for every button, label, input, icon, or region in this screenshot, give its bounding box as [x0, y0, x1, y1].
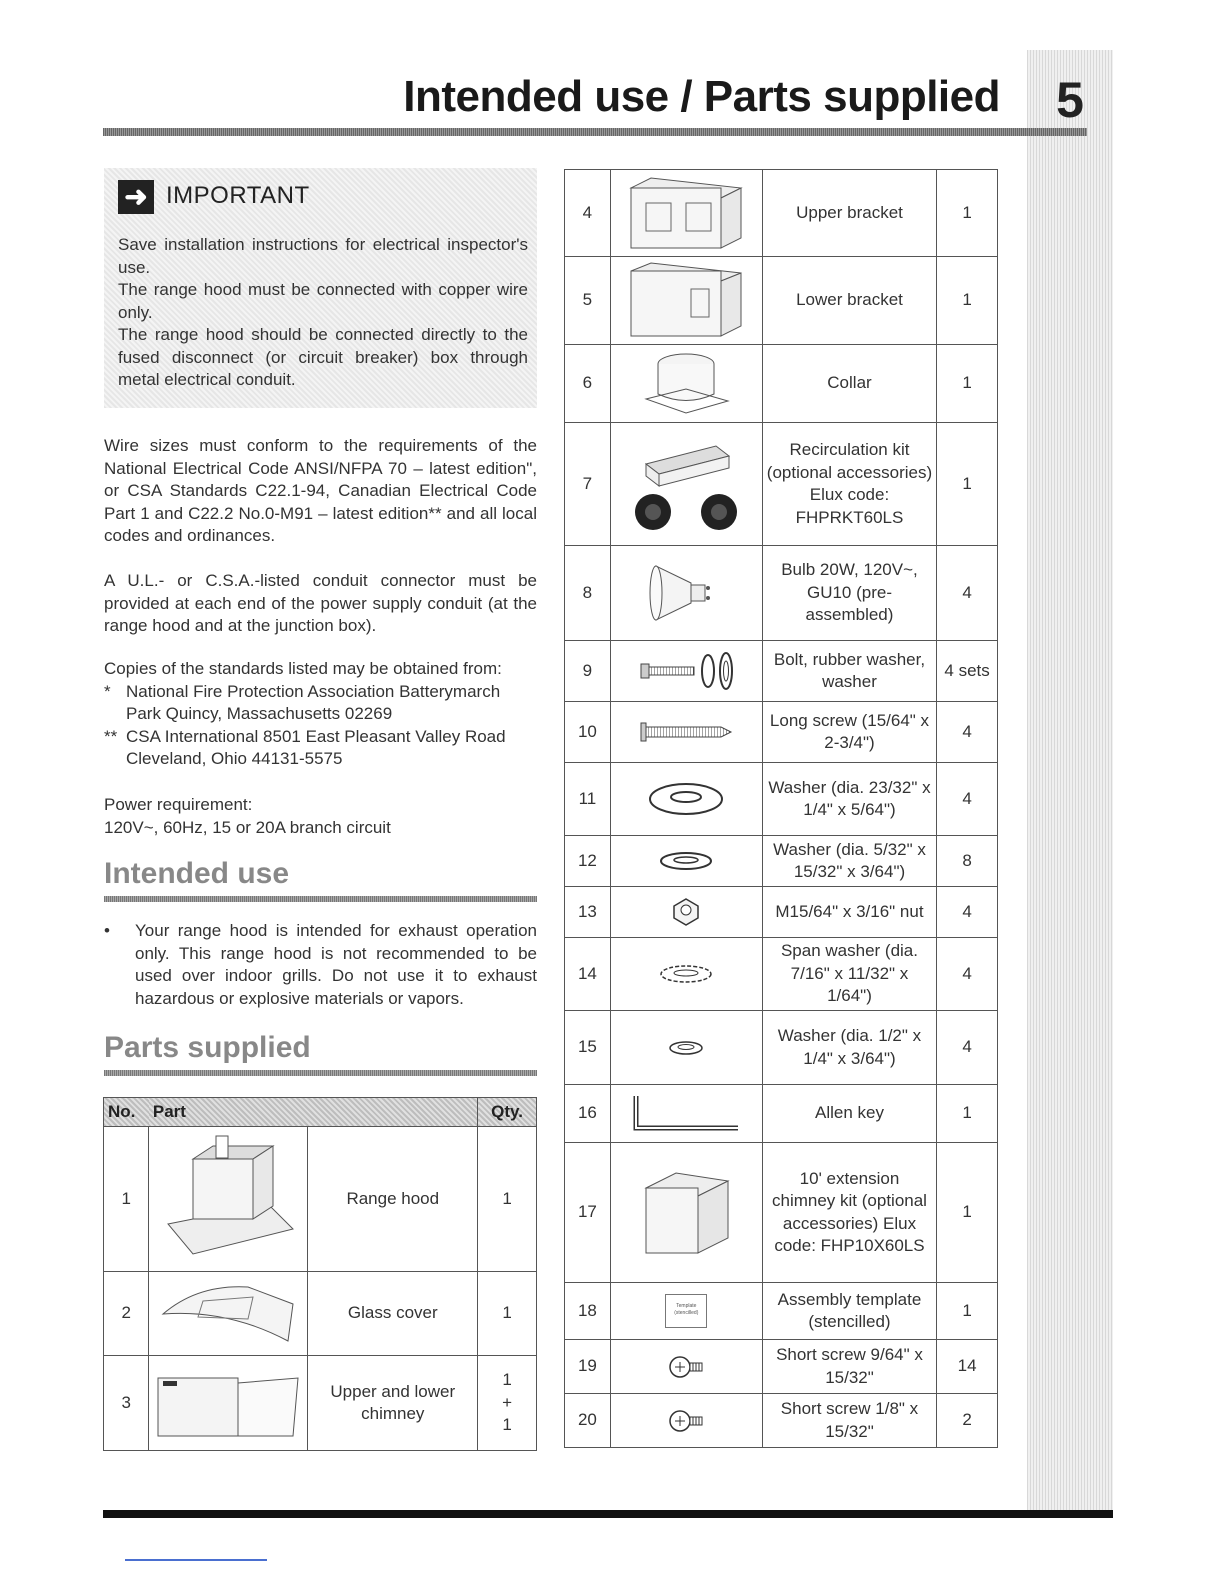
parts-table-right	[564, 169, 998, 1448]
table-row	[565, 938, 998, 1011]
part-number: 7	[565, 423, 611, 546]
part-qty: 1	[478, 1127, 537, 1272]
important-line: Save installation instructions for electrical inspector's use.	[118, 235, 528, 277]
extension-chimney-illustration	[610, 1143, 762, 1283]
recirculation-kit-illustration	[610, 423, 762, 546]
part-name: Upper and lower chimney	[308, 1356, 478, 1451]
washer-small-illustration	[610, 1011, 762, 1085]
part-name: Lower bracket	[762, 257, 936, 345]
parts-table-left	[103, 1097, 537, 1451]
table-row	[565, 1085, 998, 1143]
part-name: Span washer (dia. 7/16" x 11/32" x 1/64")	[762, 938, 936, 1011]
header-qty: Qty.	[478, 1098, 537, 1127]
bullet-text: Your range hood is intended for exhaust operation only. This range hood is not recommended to be used over indoor grills. Do not use it to exhaust hazardous or explosive materials or vapors.	[135, 921, 537, 1008]
short-screw-illustration	[610, 1394, 762, 1448]
part-qty: 4	[937, 546, 998, 641]
table-row	[565, 641, 998, 702]
table-row	[565, 1143, 998, 1283]
part-qty: 14	[937, 1340, 998, 1394]
standards-sources	[104, 658, 537, 771]
table-row	[104, 1272, 537, 1356]
header-part: Part	[149, 1098, 478, 1127]
part-name: Glass cover	[308, 1272, 478, 1356]
important-title: IMPORTANT	[166, 182, 310, 209]
part-number: 11	[565, 763, 611, 836]
part-number: 3	[104, 1356, 149, 1451]
part-number: 15	[565, 1011, 611, 1085]
power-requirement	[104, 794, 537, 839]
source-text: CSA International 8501 East Pleasant Valley Road Cleveland, Ohio 44131-5575	[126, 726, 506, 768]
copies-intro: Copies of the standards listed may be obtained from:	[104, 659, 502, 678]
part-qty: 4	[937, 702, 998, 763]
part-name: Bulb 20W, 120V~, GU10 (pre-assembled)	[762, 546, 936, 641]
important-notice	[104, 168, 537, 408]
range-hood-illustration	[149, 1127, 308, 1272]
power-value: 120V~, 60Hz, 15 or 20A branch circuit	[104, 817, 391, 837]
table-row	[565, 345, 998, 423]
footnote-mark: *	[104, 681, 111, 701]
section-rule	[104, 1070, 537, 1076]
part-name: Recirculation kit (optional accessories) Elux code: FHPRKT60LS	[762, 423, 936, 546]
page-number: 5	[1056, 72, 1084, 128]
glass-cover-illustration	[149, 1272, 308, 1356]
part-name: Allen key	[762, 1085, 936, 1143]
bulb-illustration	[610, 546, 762, 641]
assembly-template-illustration	[610, 1283, 762, 1340]
table-row	[565, 836, 998, 887]
source-text: National Fire Protection Association Batterymarch Park Quincy, Massachusetts 02269	[126, 681, 501, 723]
part-qty: 1 + 1	[478, 1356, 537, 1451]
power-label: Power requirement:	[104, 795, 253, 814]
part-qty: 1	[937, 1283, 998, 1340]
table-row	[565, 546, 998, 641]
part-name: Short screw 1/8" x 15/32"	[762, 1394, 936, 1448]
important-text	[118, 234, 528, 392]
collar-illustration	[610, 345, 762, 423]
table-row	[565, 887, 998, 938]
part-qty: 4 sets	[937, 641, 998, 702]
part-number: 17	[565, 1143, 611, 1283]
part-qty: 4	[937, 938, 998, 1011]
part-name: Short screw 9/64" x 15/32"	[762, 1340, 936, 1394]
part-number: 12	[565, 836, 611, 887]
important-line: The range hood must be connected with copper wire only.	[118, 280, 528, 322]
part-name: Assembly template (stencilled)	[762, 1283, 936, 1340]
page-title: Intended use / Parts supplied	[403, 72, 1000, 121]
intended-use-heading: Intended use	[104, 857, 290, 890]
part-number: 20	[565, 1394, 611, 1448]
part-number: 16	[565, 1085, 611, 1143]
table-row	[565, 1394, 998, 1448]
table-row	[104, 1127, 537, 1272]
table-row	[565, 1283, 998, 1340]
table-row	[565, 702, 998, 763]
part-name: Washer (dia. 1/2" x 1/4" x 3/64")	[762, 1011, 936, 1085]
part-qty: 1	[937, 423, 998, 546]
lower-bracket-illustration	[610, 257, 762, 345]
washer-illustration	[610, 763, 762, 836]
part-name: Washer (dia. 5/32" x 15/32" x 3/64")	[762, 836, 936, 887]
bottom-rule	[103, 1510, 1113, 1518]
header-no: No.	[104, 1098, 149, 1127]
part-number: 4	[565, 170, 611, 257]
part-qty: 1	[937, 345, 998, 423]
conduit-connector-paragraph: A U.L.- or C.S.A.-listed conduit connector must be provided at each end of the power supply conduit (at the range hood and at the junction box).	[104, 571, 537, 635]
title-rule	[103, 128, 1087, 136]
source-item	[104, 726, 537, 771]
part-number: 13	[565, 887, 611, 938]
part-name: 10' extension chimney kit (optional accessories) Elux code: FHP10X60LS	[762, 1143, 936, 1283]
wire-sizes-paragraph: Wire sizes must conform to the requirements of the National Electrical Code ANSI/NFPA 70 – latest edition", or CSA Standards C22.1-94, Canadian Electrical Code Part 1 and C22.2 No.0-M91 – latest edition** and all local codes and ordinances.	[104, 436, 537, 545]
arrow-right-icon: ➜	[118, 180, 154, 214]
intended-use-bullet	[104, 920, 537, 1010]
table-row	[565, 423, 998, 546]
table-row	[565, 1011, 998, 1085]
small-washer-illustration	[610, 836, 762, 887]
source-item	[104, 681, 537, 726]
part-number: 8	[565, 546, 611, 641]
part-number: 18	[565, 1283, 611, 1340]
part-name: Upper bracket	[762, 170, 936, 257]
important-line: The range hood should be connected directly to the fused disconnect (or circuit breaker) box through metal electrical conduit.	[118, 325, 528, 389]
part-qty: 1	[937, 257, 998, 345]
side-tab-stripe	[1027, 50, 1113, 1510]
part-name: Bolt, rubber washer, washer	[762, 641, 936, 702]
part-number: 6	[565, 345, 611, 423]
table-header	[104, 1098, 537, 1127]
part-name: Range hood	[308, 1127, 478, 1272]
part-name: Long screw (15/64" x 2-3/4")	[762, 702, 936, 763]
part-qty: 4	[937, 1011, 998, 1085]
table-row	[565, 763, 998, 836]
long-screw-illustration	[610, 702, 762, 763]
nut-illustration	[610, 887, 762, 938]
part-number: 19	[565, 1340, 611, 1394]
part-name: Collar	[762, 345, 936, 423]
template-label: Template	[676, 1303, 697, 1309]
bullet-mark: •	[104, 921, 110, 940]
table-row	[104, 1356, 537, 1451]
upper-bracket-illustration	[610, 170, 762, 257]
table-row	[565, 257, 998, 345]
parts-supplied-heading: Parts supplied	[104, 1031, 311, 1064]
part-qty: 8	[937, 836, 998, 887]
part-qty: 1	[937, 1143, 998, 1283]
span-washer-illustration	[610, 938, 762, 1011]
part-number: 1	[104, 1127, 149, 1272]
part-qty: 1	[937, 1085, 998, 1143]
part-name: Washer (dia. 23/32" x 1/4" x 5/64")	[762, 763, 936, 836]
part-qty: 1	[937, 170, 998, 257]
allen-key-illustration	[610, 1085, 762, 1143]
part-name: M15/64" x 3/16" nut	[762, 887, 936, 938]
part-qty: 1	[478, 1272, 537, 1356]
footnote-mark: **	[104, 726, 118, 746]
footer-link-underline	[125, 1559, 267, 1561]
part-qty: 4	[937, 763, 998, 836]
part-qty: 4	[937, 887, 998, 938]
template-label: (stencilled)	[674, 1310, 699, 1316]
part-number: 10	[565, 702, 611, 763]
short-screw-illustration	[610, 1340, 762, 1394]
part-number: 9	[565, 641, 611, 702]
part-number: 5	[565, 257, 611, 345]
chimney-illustration	[149, 1356, 308, 1451]
part-qty: 2	[937, 1394, 998, 1448]
table-row	[565, 170, 998, 257]
bolt-washer-illustration	[610, 641, 762, 702]
section-rule	[104, 896, 537, 902]
part-number: 2	[104, 1272, 149, 1356]
table-row	[565, 1340, 998, 1394]
part-number: 14	[565, 938, 611, 1011]
